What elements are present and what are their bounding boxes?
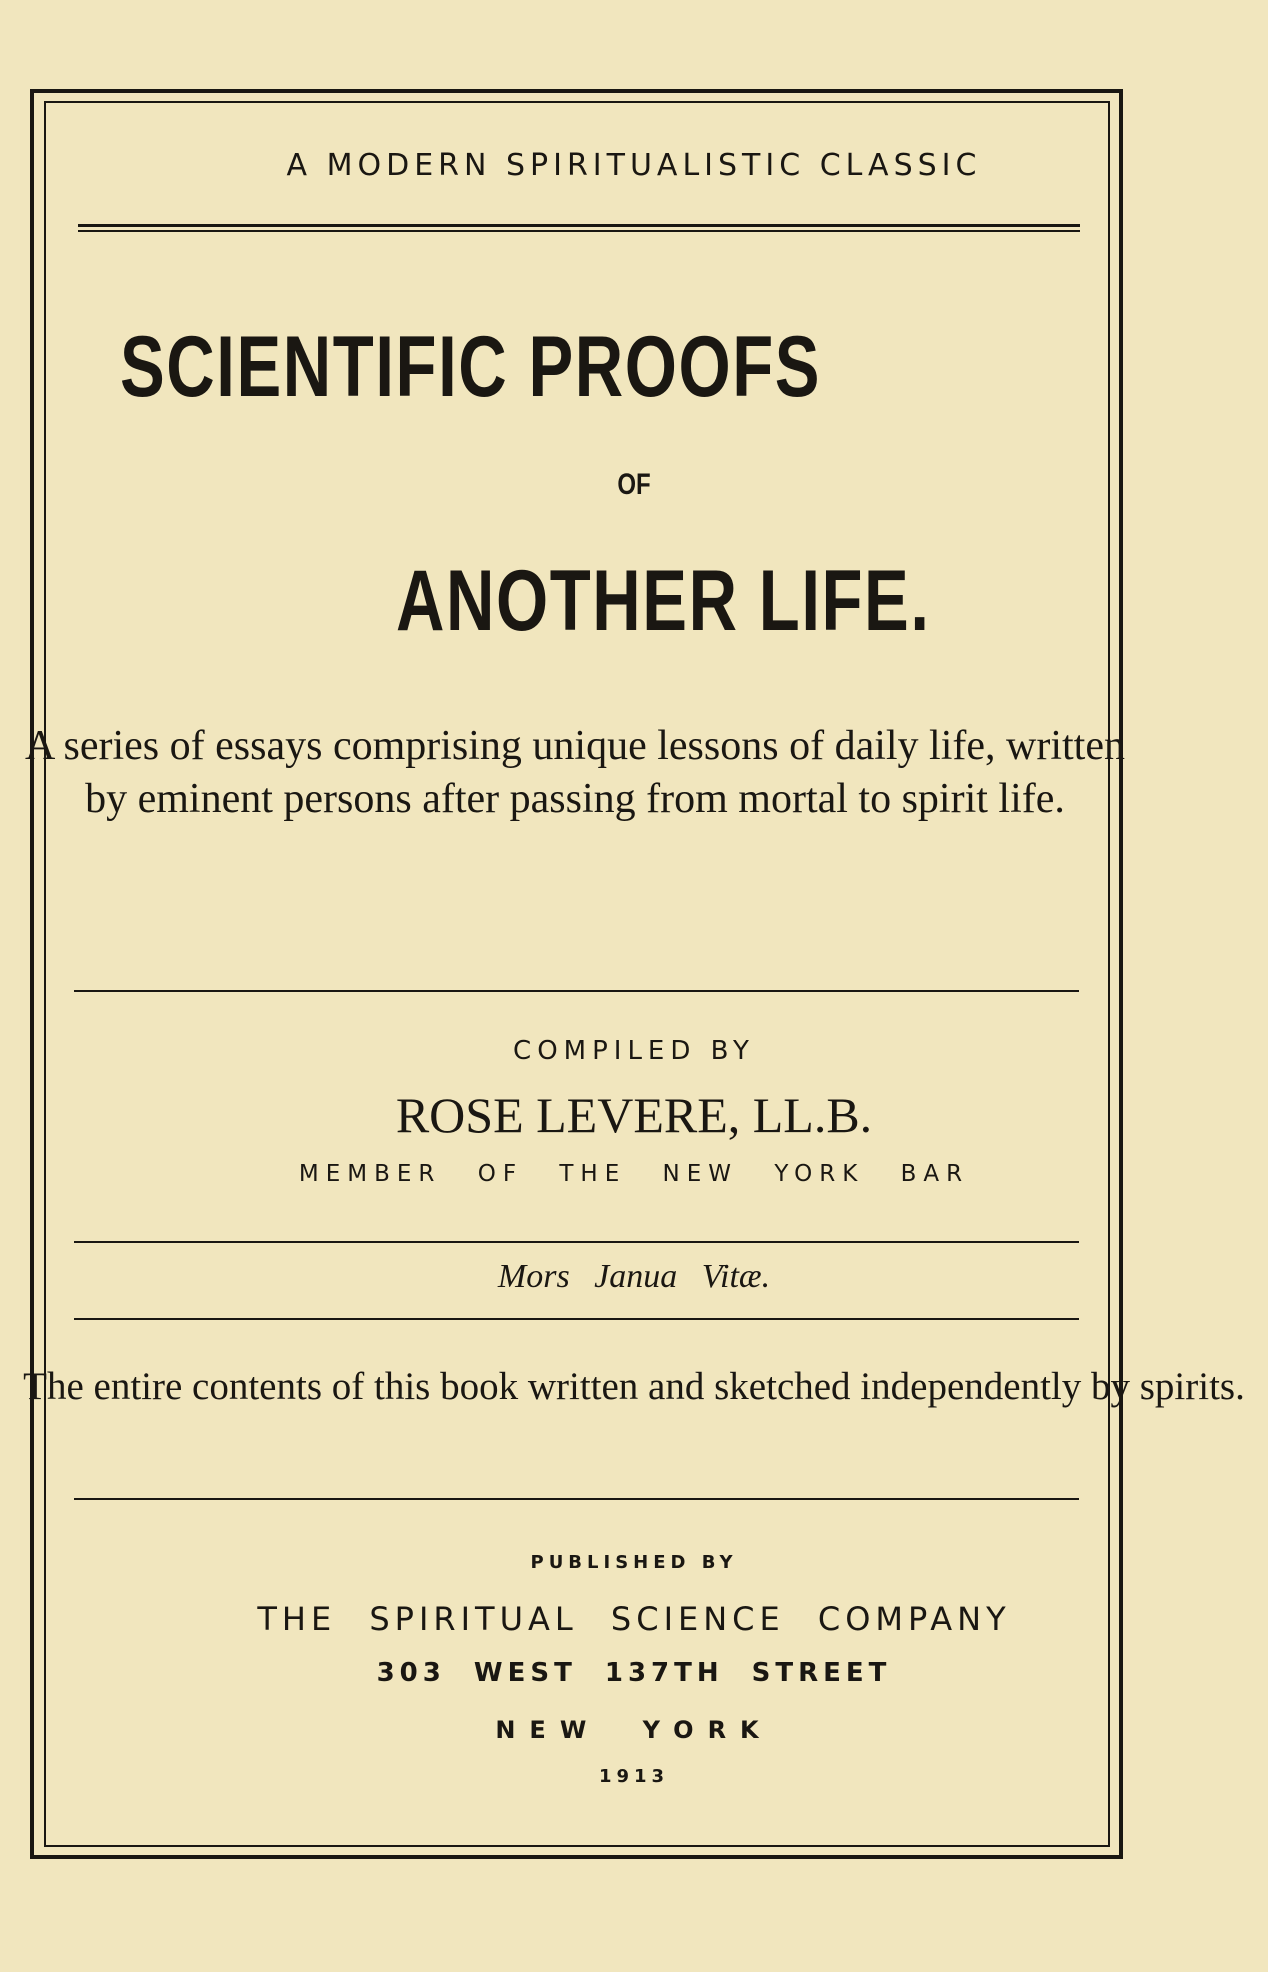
published-label: PUBLISHED BY [530,1552,738,1573]
author-name: ROSE LEVERE, LL.B. [395,1087,873,1143]
publisher-city: NEW YORK [495,1716,773,1744]
compiled-label: COMPILED BY [513,1036,755,1066]
divider-rule-2 [74,1241,1079,1243]
divider-rule-4 [74,1498,1079,1500]
publisher-address: 303 WEST 137TH STREET [376,1658,892,1688]
title-line-2: ANOTHER LIFE. [396,553,931,649]
top-double-rule [78,224,1080,232]
description: A series of essays comprising unique lessons of daily life, written by eminent persons after passing from mortal to spirit life. [25,723,1125,822]
divider-rule-1 [74,990,1079,992]
note: The entire contents of this book written and sketched independently by spirits. [23,1365,1245,1408]
series-label: A MODERN SPIRITUALISTIC CLASSIC [286,148,982,183]
publication-year: 1913 [598,1766,670,1787]
publisher-name: THE SPIRITUAL SCIENCE COMPANY [257,1600,1011,1638]
author-title: MEMBER OF THE NEW YORK BAR [298,1161,970,1187]
title-connector: OF [617,468,651,501]
motto: Mors Janua Vitæ. [497,1258,771,1295]
divider-rule-3 [74,1318,1079,1320]
title-line-1: SCIENTIFIC PROOFS [120,319,822,415]
